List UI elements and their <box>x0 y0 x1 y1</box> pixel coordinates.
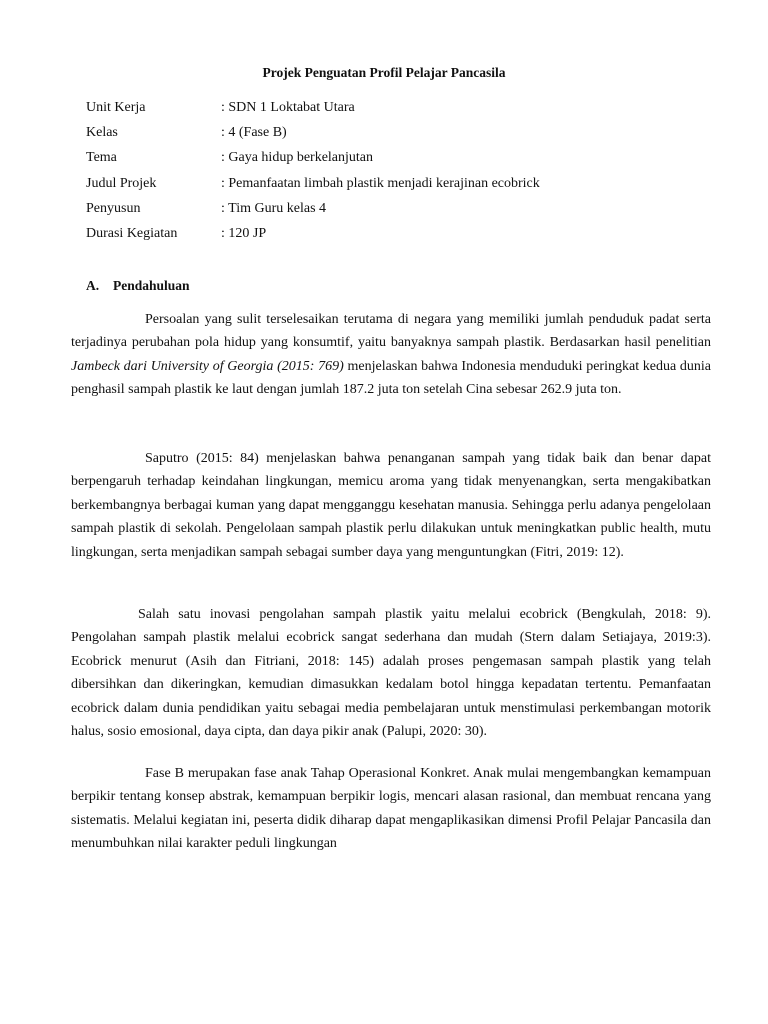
paragraph-waste-handling <box>71 447 711 564</box>
info-value: : 4 (Fase B) <box>221 125 287 141</box>
info-row-penyusun <box>86 199 540 224</box>
info-row-kelas <box>86 123 540 148</box>
info-label: Tema <box>86 150 117 166</box>
paragraph-text: Saputro (2015: 84) menjelaskan bahwa penanganan sampah yang tidak baik dan benar dapat berpengaruh terhadap keindahan lingkungan, memicu aroma yang tidak menyenangkan, serta mengakibatkan berkembangnya berbagai kuman yang dapat mengganggu kesehatan manusia. Sehingga perlu adanya pengelolaan sampah plastik di sekolah. Pengelolaan sampah plastik perlu dilakukan untuk meningkatkan public health, mutu lingkungan, serta menjadikan sampah sebagai sumber daya yang menguntungkan (Fitri, 2019: 12). <box>71 451 711 560</box>
info-label: Judul Projek <box>86 175 157 191</box>
paragraph-text: Persoalan yang sulit terselesaikan terutama di negara yang memiliki jumlah penduduk padat serta terjadinya perubahan pola hidup yang konsumtif, yaitu banyaknya sampah plastik. Berdasarkan hasil penelitian <box>71 312 711 351</box>
info-row-durasi-kegiatan <box>86 224 540 249</box>
info-value: : Pemanfaatan limbah plastik menjadi kerajinan ecobrick <box>221 175 540 191</box>
info-row-tema <box>86 148 540 173</box>
section-title: Pendahuluan <box>113 278 190 293</box>
citation-italic: Jambeck dari University of Georgia (2015: 769) <box>71 358 344 374</box>
info-value: : Tim Guru kelas 4 <box>221 200 327 216</box>
info-label: Durasi Kegiatan <box>86 225 178 241</box>
info-label: Penyusun <box>86 200 141 216</box>
info-row-judul-projek <box>86 174 540 199</box>
info-label: Kelas <box>86 125 118 141</box>
document-title: Projek Penguatan Profil Pelajar Pancasila <box>262 65 506 80</box>
paragraph-ecobrick <box>71 603 711 743</box>
project-info-table <box>86 98 540 249</box>
paragraph-text: menjelaskan bahwa Indonesia menduduki peringkat kedua dunia penghasil sampah plastik ke laut dengan jumlah 187.2 juta ton setelah Cina sebesar 262.9 juta ton. <box>71 358 711 398</box>
paragraph-fase-b <box>71 762 711 856</box>
section-letter: A. <box>86 278 100 293</box>
section-heading <box>86 278 190 294</box>
paragraph-intro <box>71 308 711 402</box>
info-value: : 120 JP <box>221 225 267 241</box>
info-label: Unit Kerja <box>86 100 146 115</box>
paragraph-text: Salah satu inovasi pengolahan sampah plastik yaitu melalui ecobrick (Bengkulah, 2018: 9). Pengolahan sampah plastik melalui ecobrick sangat sederhana dan mudah (Stern dalam Setiajaya, 2019:3). Ecobrick menurut (Asih dan Fitriani, 2018: 145) adalah proses pengemasan sampah plastik yang telah dibersihkan dan dikeringkan, kemudian dimasukkan kedalam botol hingga kepadatan tertentu. Pemanfaatan ecobrick dalam dunia pendidikan yaitu sebagai media pembelajaran untuk menstimulasi perkembangan motorik halus, sosio emosional, daya cipta, dan daya pikir anak (Palupi, 2020: 30). <box>71 607 711 740</box>
info-row-unit-kerja <box>86 98 540 123</box>
info-value: : Gaya hidup berkelanjutan <box>221 150 374 166</box>
paragraph-text: Fase B merupakan fase anak Tahap Operasional Konkret. Anak mulai mengembangkan kemampuan berpikir tentang konsep abstrak, kemampuan berpikir logis, mencari alasan rasional, dan membuat rencana yang sistematis. Melalui kegiatan ini, peserta didik diharap dapat mengaplikasikan dimensi Profil Pelajar Pancasila dan menumbuhkan nilai karakter peduli lingkungan <box>71 766 711 852</box>
info-value: : SDN 1 Loktabat Utara <box>221 100 355 115</box>
